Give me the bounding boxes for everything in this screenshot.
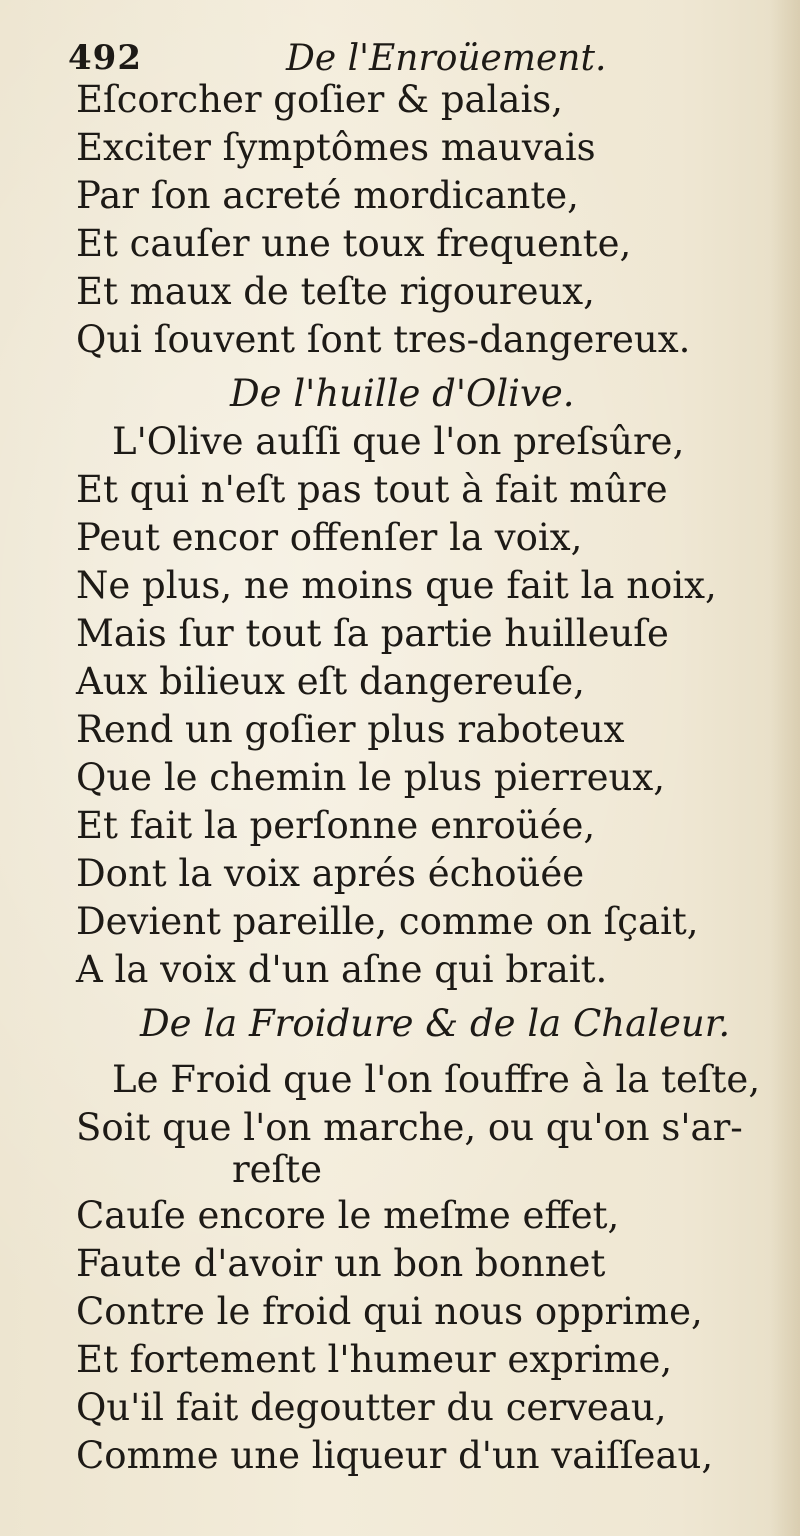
- verse-line-continuation: reſte: [232, 1148, 323, 1191]
- verse-line: Soit que l'on marche, ou qu'on s'ar-: [76, 1106, 743, 1149]
- verse-line: Par ſon acreté mordicante,: [76, 174, 579, 217]
- verse-line: Rend un goſier plus raboteux: [76, 708, 625, 751]
- verse-line: Ne plus, ne moins que fait la noix,: [76, 564, 717, 607]
- verse-line: A la voix d'un aſne qui brait.: [76, 948, 608, 991]
- verse-line: Qui ſouvent ſont tres-dangereux.: [76, 318, 691, 361]
- verse-line: Que le chemin le plus pierreux,: [76, 756, 666, 799]
- verse-line: Mais ſur tout ſa partie huilleuſe: [76, 612, 669, 655]
- verse-line: Devient pareille, comme on ſçait,: [76, 900, 699, 943]
- verse-line: Et maux de teſte rigoureux,: [76, 270, 595, 313]
- verse-line: Et fait la perſonne enroüée,: [76, 804, 596, 847]
- verse-line: Dont la voix aprés échoüée: [76, 852, 585, 895]
- verse-line: Et qui n'eſt pas tout à fait mûre: [76, 468, 668, 511]
- verse-line: Contre le froid qui nous opprime,: [76, 1290, 703, 1333]
- verse-line: Eſcorcher goſier & palais,: [76, 78, 564, 121]
- page-number: 492: [68, 38, 142, 78]
- section-heading-froidure: De la Froidure & de la Chaleur.: [140, 1002, 731, 1045]
- verse-line: Cauſe encore le meſme effet,: [76, 1194, 620, 1237]
- verse-line: Et cauſer une toux frequente,: [76, 222, 632, 265]
- verse-line: Le Froid que l'on ſouffre à la teſte,: [112, 1058, 761, 1101]
- running-title: De l'Enroüement.: [286, 38, 607, 79]
- verse-line: Faute d'avoir un bon bonnet: [76, 1242, 606, 1285]
- verse-line: Exciter ſymptômes mauvais: [76, 126, 596, 169]
- verse-line: L'Olive auſſi que l'on preſsûre,: [112, 420, 685, 463]
- section-heading-olive: De l'huille d'Olive.: [230, 372, 575, 415]
- verse-line: Comme une liqueur d'un vaiſſeau,: [76, 1434, 714, 1477]
- verse-line: Peut encor offenſer la voix,: [76, 516, 583, 559]
- verse-line: Aux bilieux eſt dangereuſe,: [76, 660, 585, 703]
- verse-line: Qu'il fait degoutter du cerveau,: [76, 1386, 667, 1429]
- verse-line: Et fortement l'humeur exprime,: [76, 1338, 673, 1381]
